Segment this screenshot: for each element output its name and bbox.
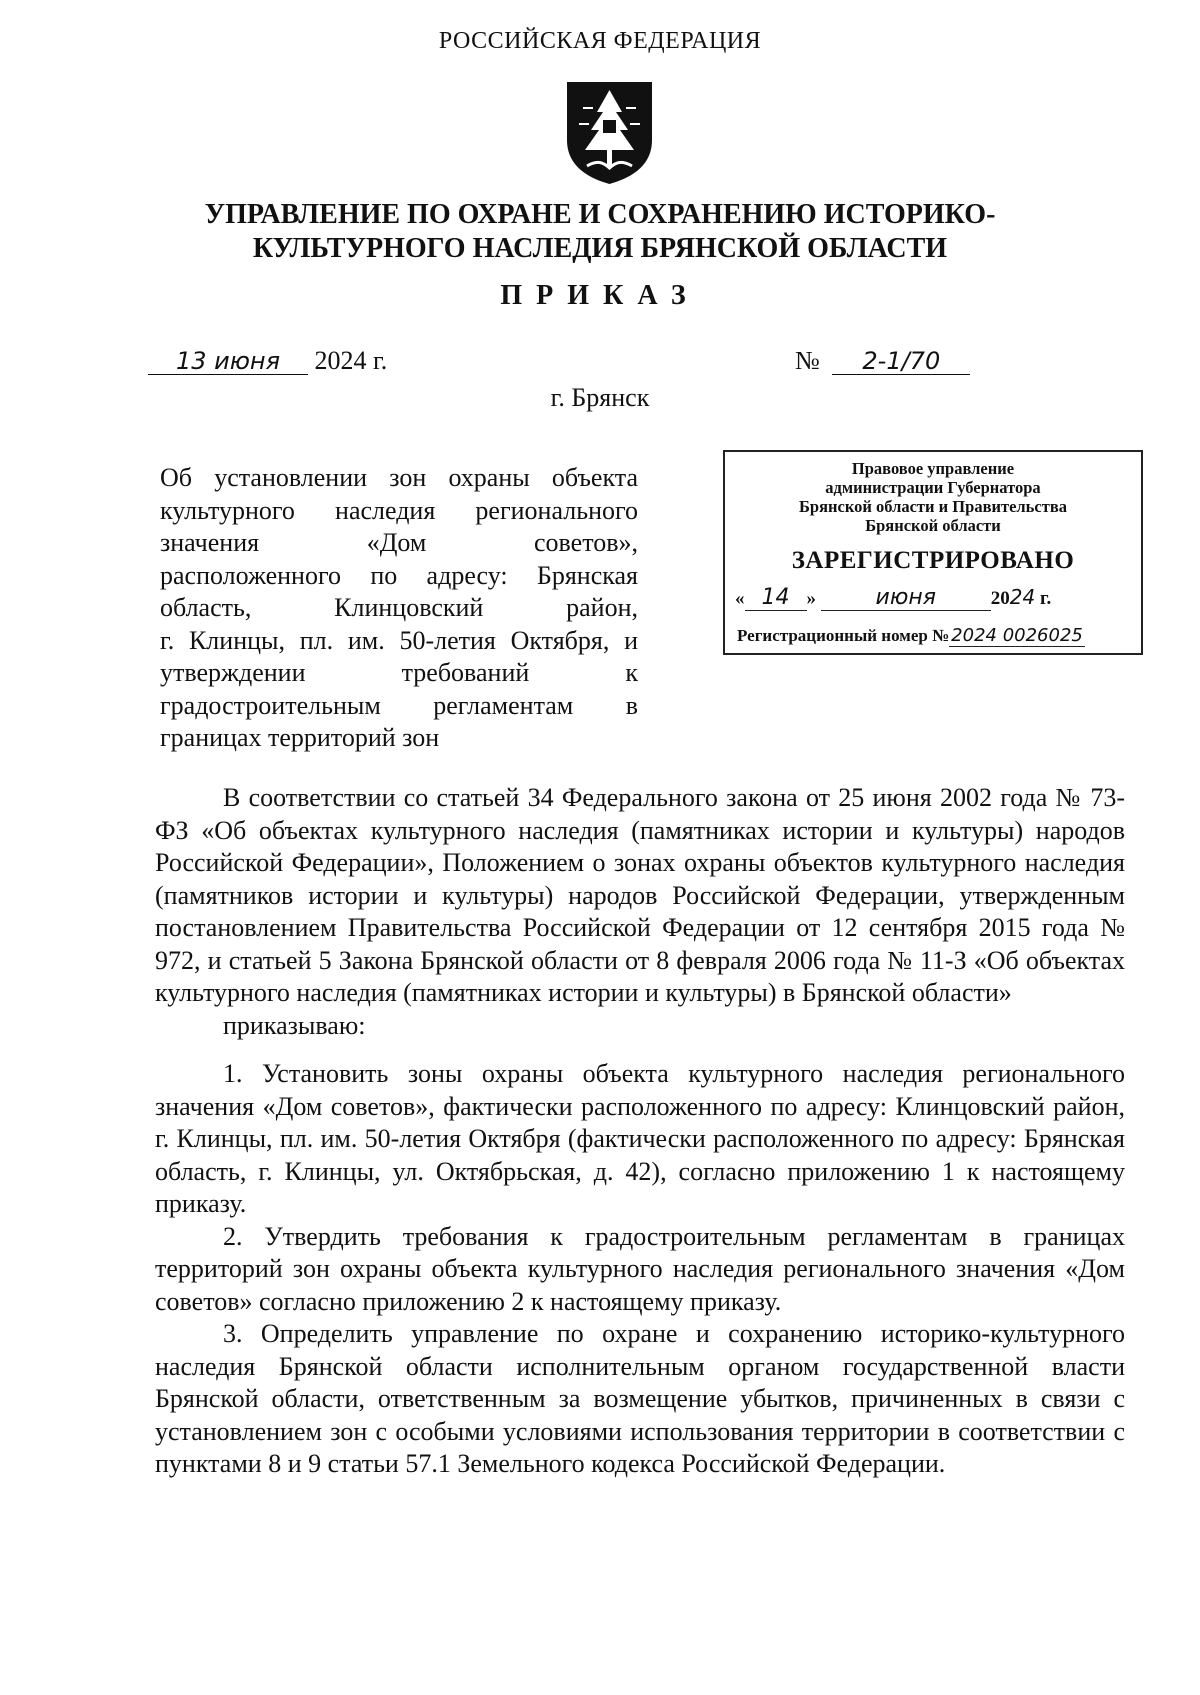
handwritten-date: 13 июня bbox=[148, 348, 308, 375]
stamp-date bbox=[735, 585, 1051, 611]
order-word: приказываю: bbox=[223, 1010, 366, 1040]
stamp-registration-number bbox=[737, 625, 1085, 647]
order-year: 2024 г. bbox=[314, 346, 388, 375]
order-item-2: 2. Утвердить требования к градостроительным регламентам в границах территорий зон охраны объекта культурного наследия регионального значения «Дом советов» согласно приложению 2 к настоящему приказу. bbox=[155, 1221, 1125, 1316]
registration-stamp bbox=[723, 450, 1143, 655]
order-subject bbox=[160, 462, 638, 755]
bryansk-coat-of-arms-icon bbox=[563, 78, 656, 186]
subject-line: культурного наследия регионального bbox=[160, 495, 638, 525]
stamp-org-line: Правовое управление bbox=[851, 459, 1015, 478]
stamp-org-line: Брянской области bbox=[865, 516, 1001, 535]
order-item-1: 1. Установить зоны охраны объекта культурного наследия регионального значения «Дом советов», фактически расположенного по адресу: Клинцовский район, г. Клинцы, пл. им. 50-летия Октября (фактически расположенного по адресу: Брянская область, г. Клинцы, ул. Октябрьская, д. 42), согласно приложению 1 к настоящему приказу. bbox=[155, 1059, 1125, 1218]
stamp-year: 24 bbox=[1009, 585, 1036, 609]
stamp-year-suffix: г. bbox=[1039, 588, 1052, 609]
agency-title-line-2: КУЛЬТУРНОГО НАСЛЕДИЯ БРЯНСКОЙ ОБЛАСТИ bbox=[252, 233, 948, 264]
subject-line: значения «Дом советов», bbox=[160, 528, 638, 557]
stamp-year-prefix: 20 bbox=[990, 588, 1010, 609]
agency-title-line-1: УПРАВЛЕНИЕ ПО ОХРАНЕ И СОХРАНЕНИЮ ИСТОРИКО- bbox=[204, 199, 996, 230]
stamp-registered-label: ЗАРЕГИСТРИРОВАНО bbox=[791, 547, 1075, 574]
stamp-org-line: администрации Губернатора bbox=[825, 478, 1041, 497]
subject-line: расположенного по адресу: Брянская bbox=[160, 560, 638, 590]
country-heading: РОССИЙСКАЯ ФЕДЕРАЦИЯ bbox=[438, 28, 762, 54]
subject-line: Об установлении зон охраны объекта bbox=[160, 463, 638, 492]
handwritten-number: 2-1/70 bbox=[832, 348, 970, 375]
order-number bbox=[795, 346, 970, 376]
order-body bbox=[155, 782, 1125, 1481]
preamble-paragraph: В соответствии со статьей 34 Федерального закона от 25 июня 2002 года № 73-ФЗ «Об объектах культурного наследия (памятниках истории и культуры) народов Российской Федерации», Положением о зонах охраны объектов культурного наследия (памятников истории и культуры) народов Российской Федерации, утвержденным постановлением Правительства Российской Федерации от 12 сентября 2015 года № 972, и статьей 5 Закона Брянской области от 8 февраля 2006 года № 11-З «Об объектах культурного наследия (памятниках истории и культуры) в Брянской области» bbox=[155, 783, 1125, 1007]
subject-line: градостроительным регламентам в bbox=[160, 690, 638, 720]
order-date bbox=[148, 346, 387, 376]
subject-line: утверждении требований к bbox=[160, 658, 638, 687]
subject-line: область, Клинцовский район, bbox=[160, 593, 638, 622]
quote-close: » bbox=[806, 588, 816, 609]
agency-title bbox=[0, 198, 1200, 266]
number-sign: № bbox=[795, 346, 820, 375]
order-item-3: 3. Определить управление по охране и сохранению историко-культурного наследия Брянской области исполнительным органом государственной власти Брянской области, ответственным за возмещение убытков, причиненных в связи с установлением зон с особыми условиями использования территории в соответствии с пунктами 8 и 9 статьи 57.1 Земельного кодекса Российской Федерации. bbox=[155, 1319, 1125, 1478]
quote-open: « bbox=[735, 588, 745, 609]
subject-line: границах территорий зон bbox=[160, 723, 440, 752]
city-label: г. Брянск bbox=[550, 383, 650, 412]
stamp-month: июня bbox=[821, 585, 991, 611]
stamp-organization bbox=[725, 459, 1141, 535]
reg-number-label: Регистрационный номер № bbox=[737, 626, 950, 645]
subject-line: г. Клинцы, пл. им. 50-летия Октября, и bbox=[160, 625, 638, 655]
stamp-org-line: Брянской области и Правительства bbox=[799, 497, 1067, 516]
document-type: ПРИКАЗ bbox=[500, 280, 700, 311]
reg-number-value: 2024 0026025 bbox=[951, 625, 1083, 646]
stamp-day: 14 bbox=[745, 585, 807, 611]
